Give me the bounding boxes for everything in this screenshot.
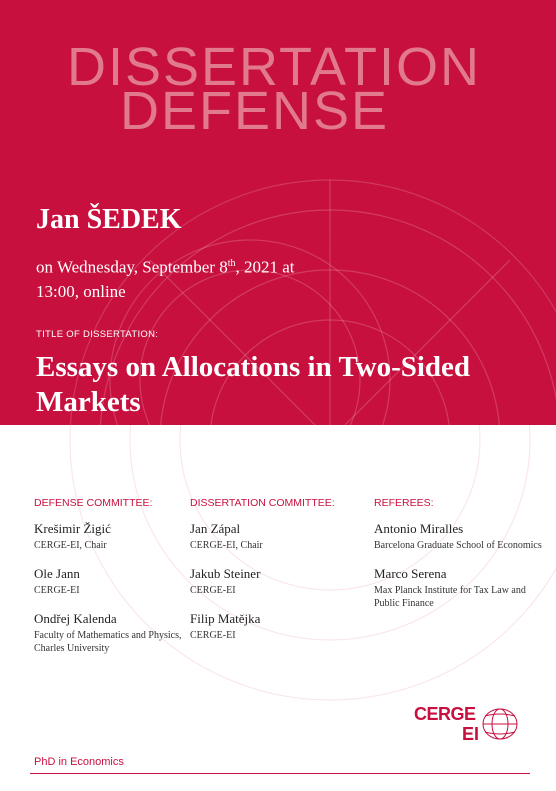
defense-committee-heading: DEFENSE COMMITTEE: (34, 497, 153, 509)
referee (374, 521, 544, 552)
member-name: Marco Serena (374, 566, 447, 581)
globe-icon (480, 706, 520, 742)
member-affiliation: CERGE-EI (190, 585, 236, 596)
date-ordinal: th (227, 258, 236, 269)
candidate-name: Jan ŠEDEK (36, 204, 182, 235)
dissertation-committee-heading: DISSERTATION COMMITTEE: (190, 497, 335, 509)
logo-text-cerge: CERGE (414, 704, 476, 724)
member-affiliation: CERGE-EI, Chair (190, 540, 263, 551)
member-name: Filip Matějka (190, 611, 261, 626)
referee (374, 566, 544, 610)
member-affiliation: Max Planck Institute for Tax Law and Public Finance (374, 585, 526, 609)
committee-member (190, 521, 360, 552)
member-affiliation: CERGE-EI, Chair (34, 540, 107, 551)
dissertation-title: Essays on Allocations in Two-Sided Markets (36, 351, 471, 418)
member-affiliation: Barcelona Graduate School of Economics (374, 540, 542, 551)
referees-column (374, 497, 544, 624)
member-affiliation: CERGE-EI (34, 585, 80, 596)
program-footer: PhD in Economics (34, 756, 124, 768)
member-name: Antonio Miralles (374, 521, 464, 536)
date-prefix: on Wednesday, September 8 (36, 257, 228, 277)
dissertation-title-label: TITLE OF DISSERTATION: (36, 329, 159, 340)
member-affiliation: Faculty of Mathematics and Physics, Charles University (34, 630, 182, 654)
committee-member (190, 611, 360, 642)
title-defense: DEFENSE (120, 81, 390, 141)
defense-date-time (36, 252, 366, 304)
referees-heading: REFEREES: (374, 497, 434, 509)
date-suffix: , 2021 at (235, 257, 295, 277)
member-name: Ole Jann (34, 566, 80, 581)
committee-member (190, 566, 360, 597)
committee-member (34, 521, 204, 552)
member-name: Jakub Steiner (190, 566, 261, 581)
time-place: 13:00, online (36, 281, 126, 301)
dissertation-committee-column (190, 497, 360, 656)
footer-divider (30, 773, 530, 774)
member-name: Jan Zápal (190, 521, 241, 536)
defense-committee-column (34, 497, 204, 669)
member-affiliation: CERGE-EI (190, 630, 236, 641)
cerge-ei-logo (414, 700, 524, 750)
title-dissertation: DISSERTATION (66, 37, 482, 97)
committee-member (34, 566, 204, 597)
member-name: Ondřej Kalenda (34, 611, 117, 626)
committee-member (34, 611, 204, 655)
logo-text-ei: EI (462, 724, 480, 744)
member-name: Krešimir Žigić (34, 521, 111, 536)
